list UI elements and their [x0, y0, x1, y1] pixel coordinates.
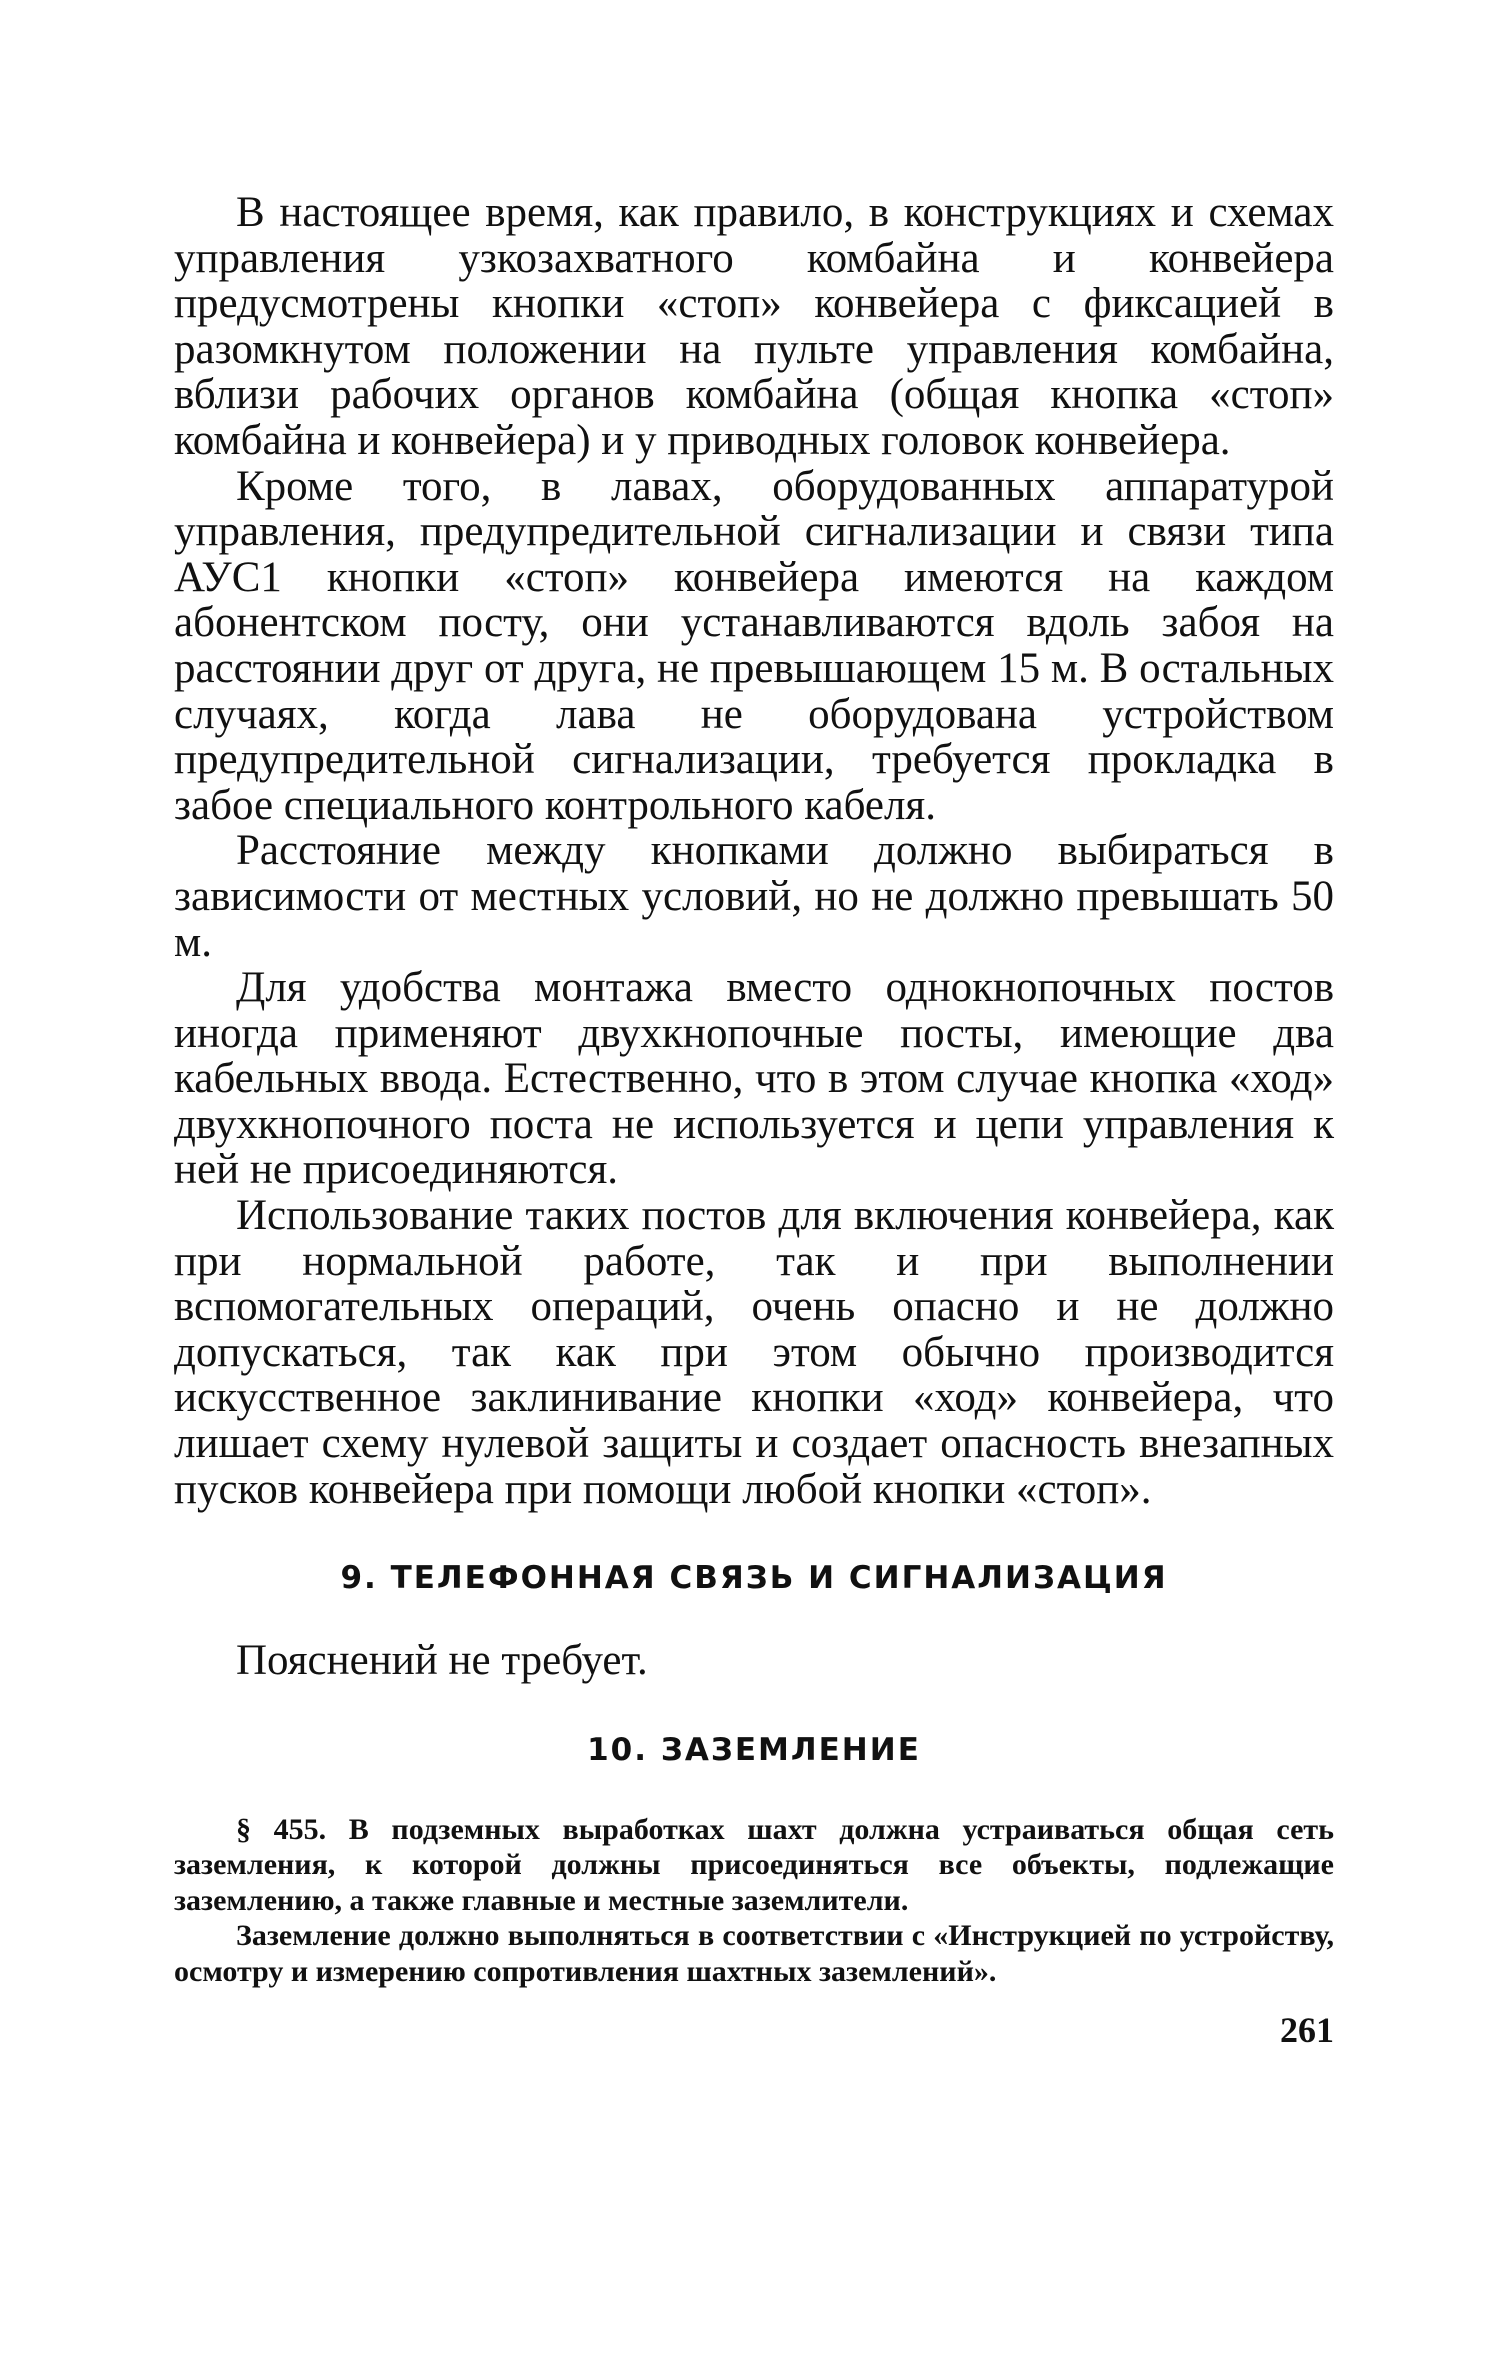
book-page [174, 190, 1334, 2049]
section-9-text: Пояснений не требует. [236, 1637, 648, 1685]
section-9-heading: 9. ТЕЛЕФОННАЯ СВЯЗЬ И СИГНАЛИЗАЦИЯ [340, 1560, 1168, 1597]
page-number-container [174, 1989, 1334, 2049]
body-paragraph-2: Кроме того, в лавах, оборудованных аппаратурой управления, предупредительной сигнализации и связи типа АУС1 кнопки «стоп» конвейера имеются на каждом абонентском посту, они устанавливаются вдоль забоя на расстоянии друг от друга, не превышающем 15 м. В остальных случаях, когда лава не оборудована устройством предупредительной сигнализации, требуется прокладка в забое специального контрольного кабеля. [174, 462, 1334, 829]
section-10-paragraph-2: Заземление должно выполняться в соответствии с «Инструкцией по устройству, осмотру и измерению сопротивления шахтных заземлений». [174, 1919, 1334, 1988]
section-10-paragraph-1: § 455. В подземных выработках шахт должна устраиваться общая сеть заземления, к которой должны присоединяться все объекты, подлежащие заземлению, а также главные и местные заземлители. [174, 1812, 1334, 1917]
section-10-heading: 10. ЗАЗЕМЛЕНИЕ [587, 1731, 921, 1768]
body-paragraph-3: Расстояние между кнопками должно выбираться в зависимости от местных условий, но не должно превышать 50 м. [174, 827, 1334, 966]
page-number: 261 [1280, 2010, 1334, 2051]
body-paragraph-5: Использование таких постов для включения конвейера, как при нормальной работе, так и при выполнении вспомогательных операций, очень опасно и не должно допускаться, так как при этом обычно производится искусственное заклинивание кнопки «ход» конвейера, что лишает схему нулевой защиты и создает опасность внезапных пусков конвейера при помощи любой кнопки «стоп». [174, 1192, 1334, 1513]
body-paragraph-1: В настоящее время, как правило, в конструкциях и схемах управления узкозахватного комбайна и конвейера предусмотрены кнопки «стоп» конвейера с фиксацией в разомкнутом положении на пульте управления комбайна, вблизи рабочих органов комбайна (общая кнопка «стоп» комбайна и конвейера) и у приводных головок конвейера. [174, 189, 1334, 464]
body-paragraph-4: Для удобства монтажа вместо однокнопочных постов иногда применяют двухкнопочные посты, имеющие два кабельных ввода. Естественно, что в этом случае кнопка «ход» двухкнопочного поста не используется и цепи управления к ней не присоединяются. [174, 964, 1334, 1194]
